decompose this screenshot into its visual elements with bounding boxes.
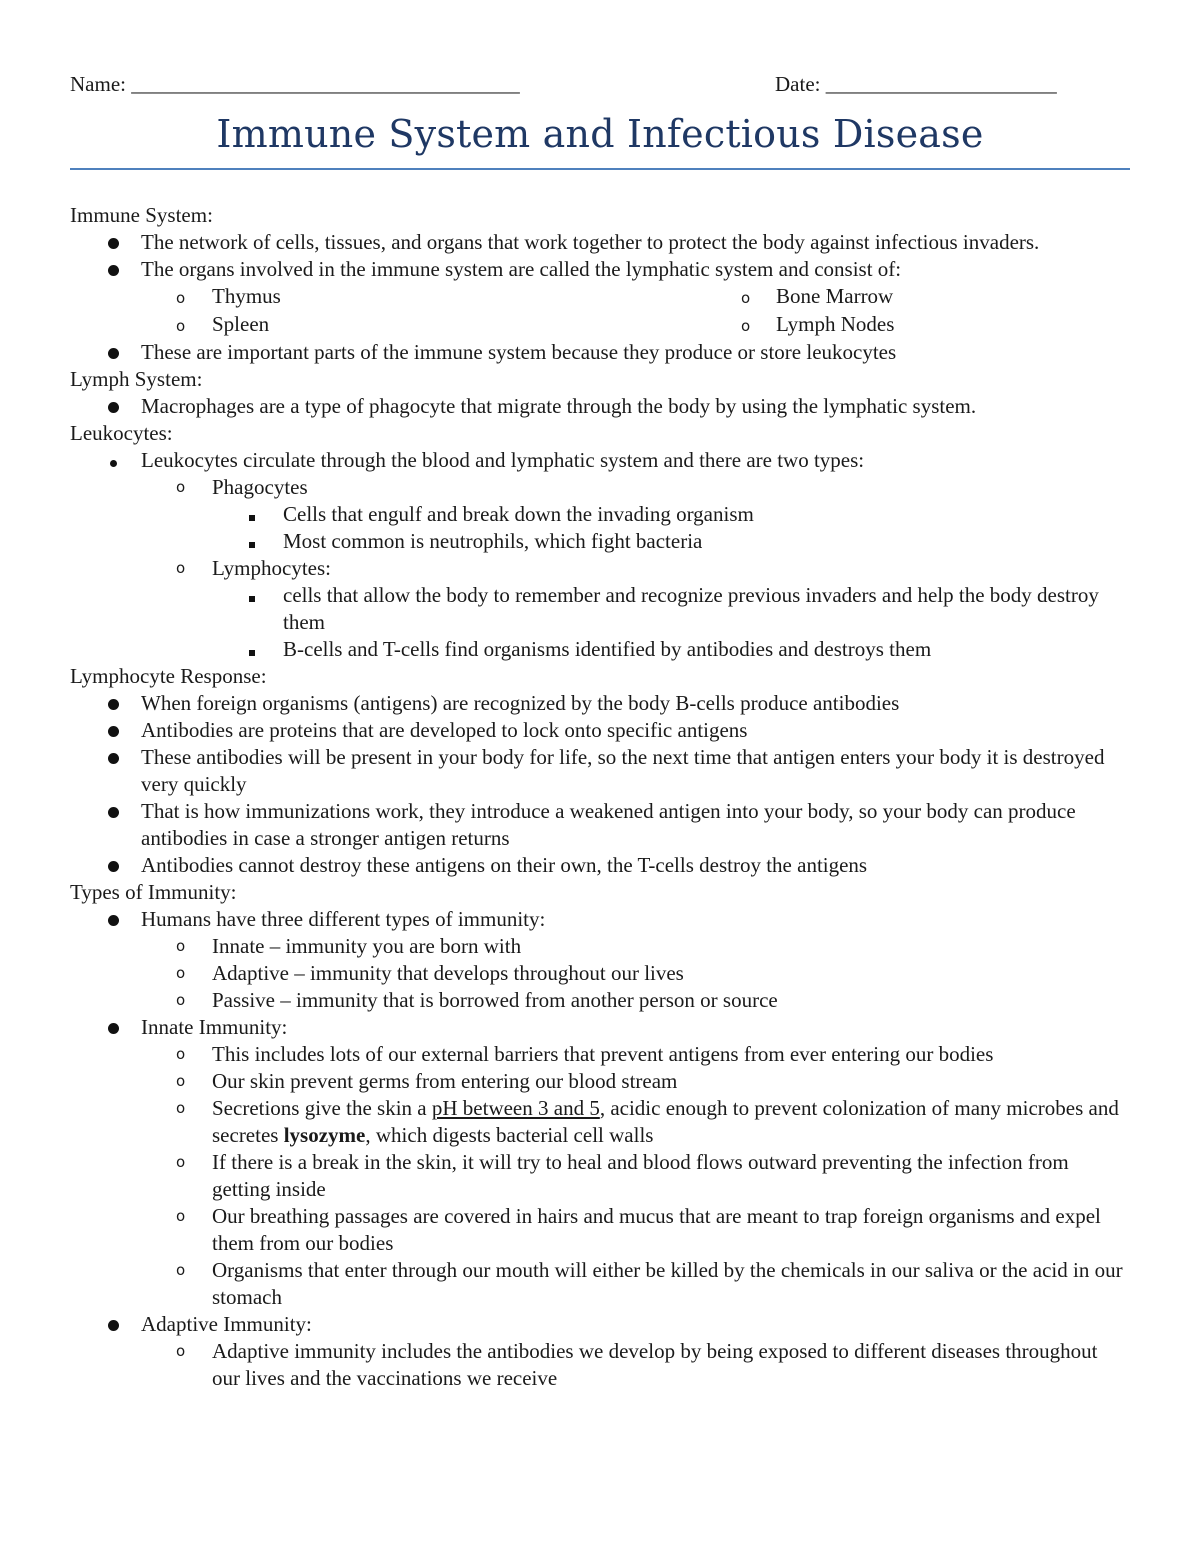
list-item: Antibodies cannot destroy these antigens on their own, the T-cells destroy the antigens — [70, 852, 1130, 879]
list-item: o This includes lots of our external barriers that prevent antigens from ever entering our bodies — [176, 1042, 994, 1066]
list-item: o Adaptive – immunity that develops throughout our lives — [176, 961, 684, 985]
list-item: B-cells and T-cells find organisms identified by antibodies and destroys them — [70, 636, 1130, 663]
list-item: Leukocytes circulate through the blood and lymphatic system and there are two types: — [70, 447, 1130, 474]
bullet-icon — [108, 798, 119, 825]
list-item: o Our breathing passages are covered in hairs and mucus that are meant to trap foreign organisms and expel them from our bodies — [176, 1204, 1101, 1255]
circle-bullet-icon: o — [176, 937, 186, 955]
bullet-icon — [108, 447, 117, 474]
page-title: Immune System and Infectious Disease — [216, 112, 984, 156]
circle-bullet-icon: o — [176, 1207, 186, 1225]
list-item: o Phagocytes — [176, 475, 308, 499]
list-item: o Secretions give the skin a pH between 3 and 5, acidic enough to prevent colonization of many microbes and secretes lysozyme, which digests bacterial cell walls — [176, 1096, 1119, 1147]
list-item: Most common is neutrophils, which fight bacteria — [70, 528, 1130, 555]
bullet-icon — [108, 1014, 119, 1041]
circle-bullet-icon: o — [741, 289, 751, 307]
document-body — [70, 202, 1130, 1392]
organ-item-bone-marrow: o Bone Marrow — [741, 284, 894, 308]
list-item: o Our skin prevent germs from entering our blood stream — [176, 1069, 678, 1093]
bullet-icon — [108, 256, 119, 283]
organ-item-spleen: o Spleen — [176, 312, 270, 336]
lymph-system-list — [70, 393, 1130, 420]
section-heading-lymph-system: Lymph System: — [70, 367, 203, 391]
list-item: Antibodies are proteins that are developed to lock onto specific antigens — [70, 717, 1130, 744]
immune-system-list-cont — [70, 339, 1130, 366]
list-item: o If there is a break in the skin, it will try to heal and blood flows outward preventing the infection from getting inside — [176, 1150, 1069, 1201]
list-item: cells that allow the body to remember and recognize previous invaders and help the body destroy them — [70, 582, 1130, 636]
list-item: o Innate – immunity you are born with — [176, 934, 522, 958]
lymphocyte-response-list — [70, 690, 1130, 879]
list-item: When foreign organisms (antigens) are recognized by the body B-cells produce antibodies — [70, 690, 1130, 717]
circle-bullet-icon: o — [176, 1099, 186, 1117]
bullet-icon — [108, 690, 119, 717]
title-underline-rule — [70, 168, 1130, 170]
list-item: The organs involved in the immune system are called the lymphatic system and consist of: — [70, 256, 1130, 283]
header-row — [70, 72, 1130, 102]
immune-system-list — [70, 229, 1130, 283]
circle-bullet-icon: o — [176, 1261, 186, 1279]
organ-item-thymus: o Thymus — [176, 284, 281, 308]
circle-bullet-icon: o — [176, 991, 186, 1009]
square-bullet-icon — [249, 501, 255, 528]
circle-bullet-icon: o — [176, 1153, 186, 1171]
date-field: Date: ______________________ — [775, 72, 1057, 96]
circle-bullet-icon: o — [176, 1045, 186, 1063]
underlined-ph-range: pH between 3 and 5 — [431, 1096, 600, 1120]
bullet-icon — [108, 906, 119, 933]
circle-bullet-icon: o — [176, 317, 186, 335]
section-heading-immune-system: Immune System: — [70, 203, 213, 227]
list-item: Humans have three different types of immunity: — [70, 906, 1130, 933]
list-item: o Lymphocytes: — [176, 556, 331, 580]
list-item: Innate Immunity: — [70, 1014, 1130, 1041]
square-bullet-icon — [249, 528, 255, 555]
name-field: Name: _____________________________________ — [70, 72, 520, 96]
circle-bullet-icon: o — [176, 478, 186, 496]
bullet-icon — [108, 393, 119, 420]
organ-columns — [70, 283, 1130, 339]
list-item: o Adaptive immunity includes the antibodies we develop by being exposed to different diseases throughout our lives and the vaccinations we receive — [176, 1339, 1098, 1390]
circle-bullet-icon: o — [176, 289, 186, 307]
leukocytes-list — [70, 447, 1130, 663]
list-item: o Organisms that enter through our mouth will either be killed by the chemicals in our saliva or the acid in our stomach — [176, 1258, 1123, 1309]
list-item: These are important parts of the immune system because they produce or store leukocytes — [70, 339, 1130, 366]
list-item: Cells that engulf and break down the invading organism — [70, 501, 1130, 528]
bold-term-lysozyme: lysozyme — [283, 1123, 366, 1147]
circle-bullet-icon: o — [176, 1342, 186, 1360]
list-item: Adaptive Immunity: — [70, 1311, 1130, 1338]
list-item: The network of cells, tissues, and organs that work together to protect the body against infectious invaders. — [70, 229, 1130, 256]
circle-bullet-icon: o — [176, 1072, 186, 1090]
circle-bullet-icon: o — [176, 559, 186, 577]
circle-bullet-icon: o — [176, 964, 186, 982]
bullet-icon — [108, 744, 119, 771]
section-heading-lymphocyte-response: Lymphocyte Response: — [70, 664, 267, 688]
list-item: That is how immunizations work, they introduce a weakened antigen into your body, so your body can produce antibodies in case a stronger antigen returns — [70, 798, 1130, 852]
bullet-icon — [108, 852, 119, 879]
bullet-icon — [108, 717, 119, 744]
square-bullet-icon — [249, 582, 255, 609]
section-heading-types-of-immunity: Types of Immunity: — [70, 880, 237, 904]
bullet-icon — [108, 1311, 119, 1338]
bullet-icon — [108, 339, 119, 366]
section-heading-leukocytes: Leukocytes: — [70, 421, 173, 445]
bullet-icon — [108, 229, 119, 256]
organ-item-lymph-nodes: o Lymph Nodes — [741, 312, 895, 336]
types-of-immunity-list — [70, 906, 1130, 1392]
list-item: Macrophages are a type of phagocyte that migrate through the body by using the lymphatic system. — [70, 393, 1130, 420]
list-item: These antibodies will be present in your body for life, so the next time that antigen enters your body it is destroyed very quickly — [70, 744, 1130, 798]
square-bullet-icon — [249, 636, 255, 663]
circle-bullet-icon: o — [741, 317, 751, 335]
list-item: o Passive – immunity that is borrowed from another person or source — [176, 988, 778, 1012]
